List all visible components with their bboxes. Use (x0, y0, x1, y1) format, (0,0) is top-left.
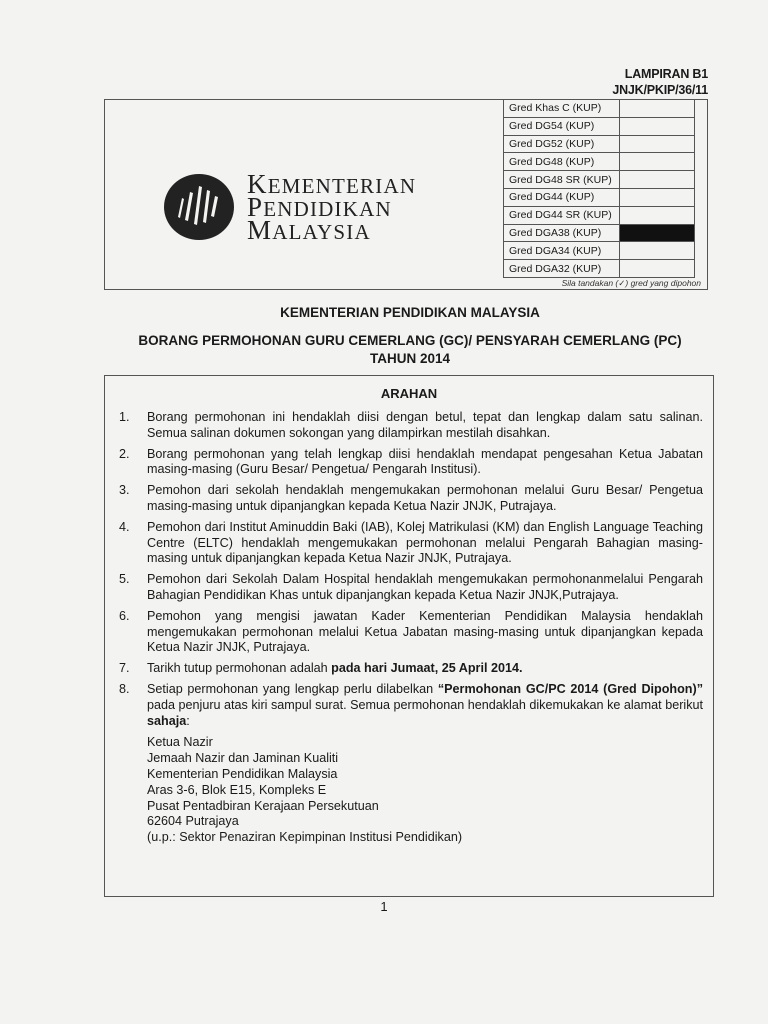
grade-label: Gred DGA32 (KUP) (504, 260, 620, 278)
ministry-wordmark (247, 169, 417, 245)
instructions-list (117, 410, 703, 851)
address-line: Ketua Nazir (147, 735, 213, 750)
instruction-item (117, 520, 703, 567)
address-line: 62604 Putrajaya (147, 814, 239, 829)
form-title (80, 304, 740, 368)
instruction-number: 5. (119, 572, 130, 587)
address-line: (u.p.: Sektor Penaziran Kepimpinan Institusi Pendidikan) (147, 830, 463, 845)
grade-row (504, 135, 695, 153)
grade-label: Gred DG52 (KUP) (504, 135, 620, 153)
grade-row (504, 171, 695, 189)
grade-label: Gred DG48 SR (KUP) (504, 171, 620, 189)
instruction-number: 2. (119, 446, 130, 461)
instruction-text: Setiap permohonan yang lengkap perlu dilabelkan (147, 681, 438, 696)
grade-label: Gred DG44 (KUP) (504, 188, 620, 206)
instruction-text: : (186, 713, 190, 728)
grade-row (504, 117, 695, 135)
instruction-text: Pemohon yang mengisi jawatan Kader Kementerian Pendidikan Malaysia hendaklah mengemukakan permohonan melalui Ketua Jabatan masing-masing untuk dipanjangkan kepada Ketua Nazir JNJK, Putrajaya. (147, 608, 703, 655)
instruction-item (117, 609, 703, 656)
instruction-number: 6. (119, 608, 130, 623)
grade-label: Gred Khas C (KUP) (504, 100, 620, 118)
grade-instruction-note: Sila tandakan (✓) gred yang dipohon (561, 278, 701, 288)
instruction-number: 3. (119, 483, 130, 498)
instruction-item (117, 447, 703, 479)
grade-checkbox[interactable] (620, 171, 695, 189)
address-line: Kementerian Pendidikan Malaysia (147, 766, 338, 781)
instruction-text: Pemohon dari Institut Aminuddin Baki (IAB), Kolej Matrikulasi (KM) dan English Language Teaching Centre (ELTC) hendaklah mengemukakan permohonan melalui Pengarah Bahagian masing-masing untuk dipanjangkan kepada Ketua Nazir JNJK, Putrajaya. (147, 519, 703, 566)
grade-checkbox[interactable] (620, 153, 695, 171)
instruction-emphasis: sahaja (147, 713, 187, 728)
instruction-text: Pemohon dari Sekolah Dalam Hospital hendaklah mengemukakan permohonanmelalui Pengarah Bahagian Pendidikan Khas untuk dipanjangkan kepada Ketua Nazir JNJK,Putrajaya. (147, 572, 703, 602)
form-heading: BORANG PERMOHONAN GURU CEMERLANG (GC)/ PENSYARAH CEMERLANG (PC) (138, 333, 682, 348)
grade-row (504, 188, 695, 206)
reference-number: JNJK/PKIP/36/11 (612, 83, 708, 97)
grade-row (504, 242, 695, 260)
instructions-box (104, 375, 714, 897)
grade-label: Gred DG48 (KUP) (504, 153, 620, 171)
grade-label: Gred DG44 SR (KUP) (504, 206, 620, 224)
instruction-text: Tarikh tutup permohonan adalah (147, 661, 332, 676)
instruction-item (117, 572, 703, 604)
ministry-heading: KEMENTERIAN PENDIDIKAN MALAYSIA (280, 305, 540, 320)
grade-checkbox[interactable] (620, 188, 695, 206)
grade-label: Gred DGA38 (KUP) (504, 224, 620, 242)
grade-row (504, 224, 695, 242)
instruction-text: Borang permohonan yang telah lengkap diisi hendaklah mendapat pengesahan Ketua Jabatan masing-masing (Guru Besar/ Pengetua/ Pengarah Institusi). (147, 446, 703, 477)
ministry-emblem-icon (163, 172, 235, 242)
instruction-text: Borang permohonan ini hendaklah diisi dengan betul, tepat dan lengkap dalam satu salinan. Semua salinan dokumen sokongan yang dilampirkan mestilah disahkan. (147, 410, 703, 440)
grade-checkbox[interactable] (620, 117, 695, 135)
instruction-item (117, 661, 703, 677)
instruction-number: 7. (119, 661, 130, 676)
wordmark-line-2: PENDIDIKAN (247, 192, 392, 222)
instruction-emphasis: “Permohonan GC/PC 2014 (Gred Dipohon)” (437, 681, 703, 696)
address-line: Aras 3-6, Blok E15, Kompleks E (147, 782, 327, 797)
grade-row (504, 100, 695, 118)
mailing-address (147, 735, 703, 846)
instruction-number: 4. (119, 519, 130, 534)
grade-checkbox[interactable] (620, 100, 695, 118)
instruction-item (117, 483, 703, 515)
grade-row (504, 260, 695, 278)
wordmark-line-1: KEMENTERIAN (247, 169, 417, 199)
grade-checkbox[interactable] (620, 260, 695, 278)
instructions-heading: ARAHAN (380, 386, 438, 401)
instruction-item (117, 682, 703, 846)
instruction-text: Pemohon dari sekolah hendaklah mengemukakan permohonan melalui Guru Besar/ Pengetua masing-masing untuk dipanjangkan kepada Ketua Nazir JNJK, Putrajaya. (147, 483, 703, 513)
grade-checkbox[interactable] (620, 206, 695, 224)
header-box (104, 99, 708, 290)
page-number: 1 (380, 899, 388, 914)
grade-label: Gred DG54 (KUP) (504, 117, 620, 135)
wordmark-line-3: MALAYSIA (247, 215, 371, 245)
grade-label: Gred DGA34 (KUP) (504, 242, 620, 260)
address-line: Jemaah Nazir dan Jaminan Kualiti (147, 751, 339, 766)
grade-table (503, 99, 695, 278)
address-line: Pusat Pentadbiran Kerajaan Persekutuan (147, 798, 379, 813)
grade-checkbox[interactable] (620, 224, 695, 242)
lampiran-label: LAMPIRAN B1 (624, 67, 708, 81)
grade-checkbox[interactable] (620, 242, 695, 260)
instruction-text: pada penjuru atas kiri sampul surat. Semua permohonan hendaklah dikemukakan ke alamat berikut (147, 697, 703, 712)
grade-row (504, 153, 695, 171)
instruction-number: 8. (119, 681, 130, 696)
grade-row (504, 206, 695, 224)
grade-checkbox[interactable] (620, 135, 695, 153)
year-heading: TAHUN 2014 (369, 351, 451, 366)
instruction-emphasis: pada hari Jumaat, 25 April 2014. (331, 661, 523, 676)
reference-code (612, 66, 708, 98)
instruction-item (117, 410, 703, 442)
instruction-number: 1. (119, 410, 130, 424)
